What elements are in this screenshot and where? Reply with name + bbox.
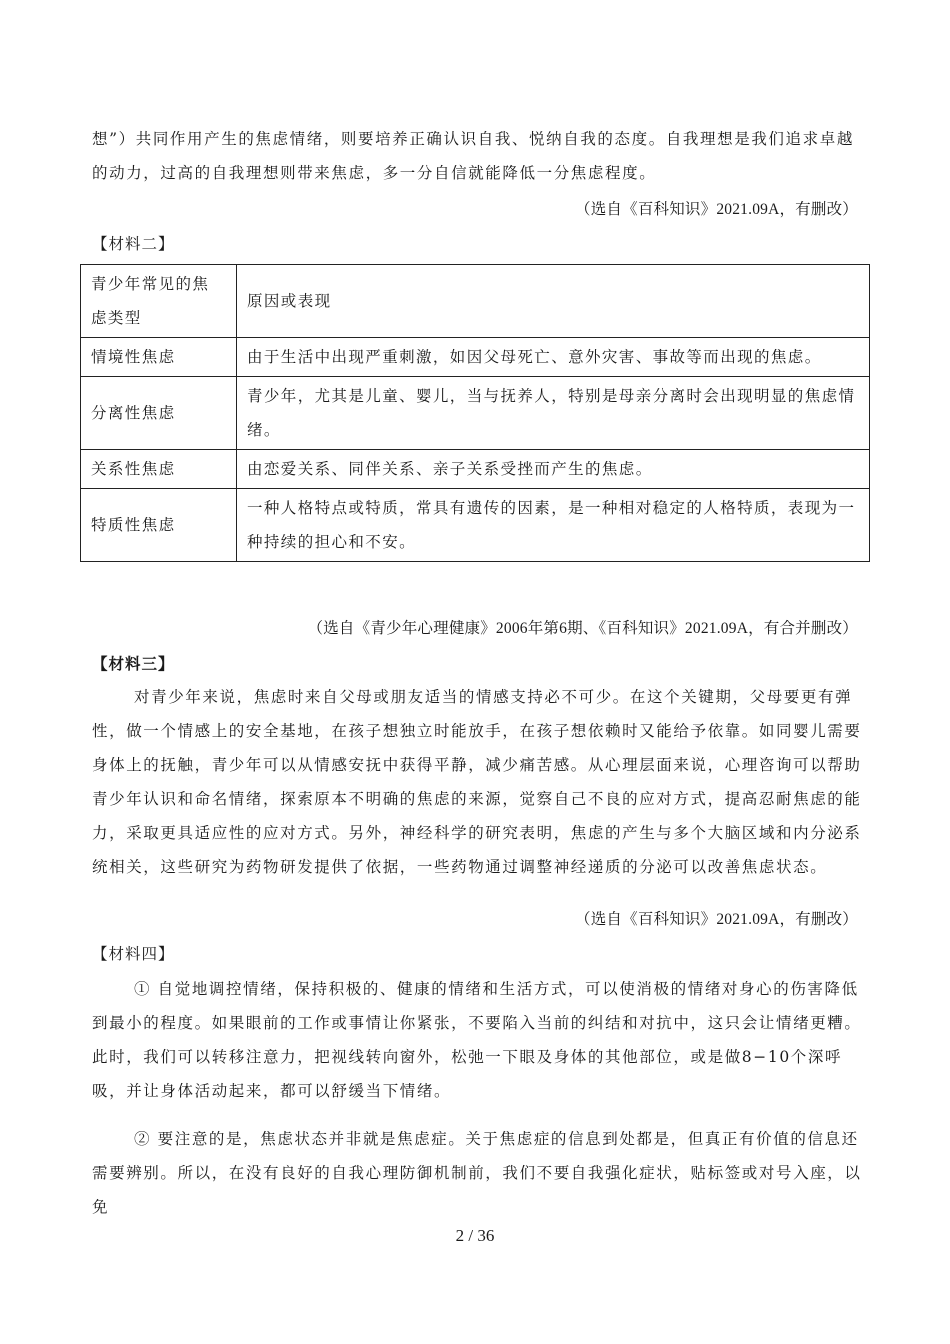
intro-source: （选自《百科知识》2021.09A，有删改） [575, 201, 858, 218]
material3-heading: 【材料三】 [92, 654, 175, 673]
material4-paragraph-1: ① 自觉地调控情绪，保持积极的、健康的情绪和生活方式，可以使消极的情绪对身心的伤害降低到最小的程度。如果眼前的工作或事情让你紧张，不要陷入当前的纠结和对抗中，这只会让情绪更糟。此时，我们可以转移注意力，把视线转向窗外，松弛一下眼及身体的其他部位，或是做8−10个深呼吸，并让身体活动起来，都可以舒缓当下情绪。 [92, 980, 862, 1100]
anxiety-types-table [80, 264, 870, 562]
intro-paragraph: 想”）共同作用产生的焦虑情绪，则要培养正确认识自我、悦纳自我的态度。自我理想是我们追求卓越的动力，过高的自我理想则带来焦虑，多一分自信就能降低一分焦虑程度。 [92, 130, 854, 182]
type-cell: 特质性焦虑 [81, 489, 237, 562]
desc-cell: 由恋爱关系、同伴关系、亲子关系受挫而产生的焦虑。 [237, 450, 870, 489]
material2-source: （选自《青少年心理健康》2006年第6期、《百科知识》2021.09A，有合并删改） [307, 620, 858, 637]
type-cell: 关系性焦虑 [81, 450, 237, 489]
page-number: 2 / 36 [455, 1226, 495, 1245]
type-cell: 情境性焦虑 [81, 338, 237, 377]
type-cell: 分离性焦虑 [81, 377, 237, 450]
desc-cell: 青少年，尤其是儿童、婴儿，当与抚养人，特别是母亲分离时会出现明显的焦虑情绪。 [237, 377, 870, 450]
table-row [81, 338, 870, 377]
material4-paragraph-2: ② 要注意的是，焦虑状态并非就是焦虑症。关于焦虑症的信息到处都是，但真正有价值的信息还需要辨别。所以，在没有良好的自我心理防御机制前，我们不要自我强化症状，贴标签或对号入座，以免 [92, 1130, 862, 1216]
desc-cell: 一种人格特点或特质，常具有遗传的因素，是一种相对稳定的人格特质，表现为一种持续的担心和不安。 [237, 489, 870, 562]
material3-paragraph: 对青少年来说，焦虑时来自父母或朋友适当的情感支持必不可少。在这个关键期，父母要更有弹性，做一个情感上的安全基地，在孩子想独立时能放手，在孩子想依赖时又能给予依靠。如同婴儿需要身体上的抚触，青少年可以从情感安抚中获得平静，减少痛苦感。从心理层面来说，心理咨询可以帮助青少年认识和命名情绪，探索原本不明确的焦虑的来源，觉察自己不良的应对方式，提高忍耐焦虑的能力，采取更具适应性的应对方式。另外，神经科学的研究表明，焦虑的产生与多个大脑区域和内分泌系统相关，这些研究为药物研发提供了依据，一些药物通过调整神经递质的分泌可以改善焦虑状态。 [92, 688, 862, 876]
material2-heading: 【材料二】 [92, 235, 175, 253]
table-row [81, 450, 870, 489]
header-type-cell: 青少年常见的焦虑类型 [81, 265, 237, 338]
desc-cell: 由于生活中出现严重刺激，如因父母死亡、意外灾害、事故等而出现的焦虑。 [237, 338, 870, 377]
material3-source: （选自《百科知识》2021.09A，有删改） [575, 911, 858, 928]
header-desc-cell: 原因或表现 [237, 265, 870, 338]
table-row [81, 489, 870, 562]
table-row [81, 377, 870, 450]
material4-heading: 【材料四】 [92, 945, 175, 963]
table-header-row [81, 265, 870, 338]
